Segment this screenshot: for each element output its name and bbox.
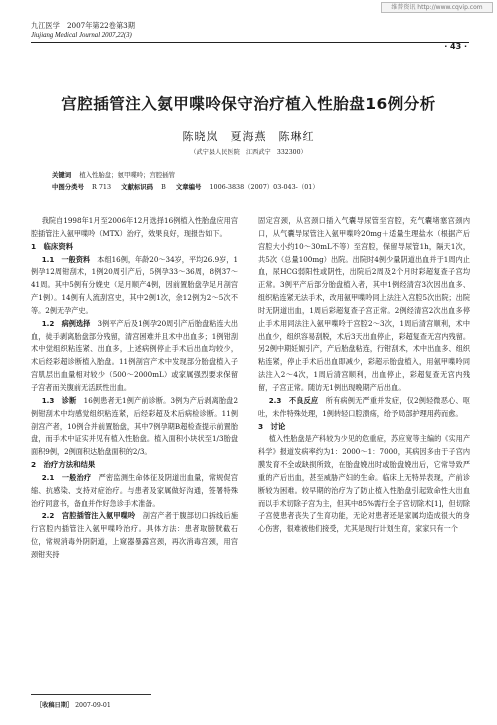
running-header [31, 21, 469, 51]
paragraph [31, 215, 238, 241]
paragraph-text: 本组16例，年龄20～34岁，平均26.9岁，1例孕12周钳刮术，1例20周引产后，5例孕33～36周，8例37～41周。其中5例有分娩史（足月顺产4例，因前置胎盘孕足月剖宫产1例）。14例有人流刮宫史，其中2例1次，余12例为2～5次不等。2例无孕产史。 [31, 254, 238, 315]
subsection-heading: 2.2 宫腔插管注入氨甲喋呤 [41, 511, 136, 521]
clc-value: R 713 [92, 183, 112, 191]
paragraph-text: 固定宫颈，从宫颈口插入气囊导尿管至宫腔，充气囊堵塞宫颈内口，从气囊导尿管注入氨甲喋呤20mg＋适量生理盐水（根据产后宫腔大小约10～30mL不等）至宫腔，保留导尿管1h，隔天1次，共5次（总量100mg）出院。出院时4例少量阴道出血并于1周内止血，尿HCG弱阳性或阴性，出院后2周及2个月时彩超复查子宫均正常。3例平产后部分胎盘植入者，其中1例经清宫3次因出血多、组织粘连紧无法手术，改用氨甲喋呤同上法注入宫腔5次出院；出院时无阴道出血，1周后彩超复查子宫正常。2例经清宫2次出血多停止手术用同法注入氨甲喋呤于宫腔2～3次，1周后清宫顺利，术中出血少，组织容易刮脱，术后3天出血停止，彩超复查无宫内残留。另2例中期妊娠引产，产后胎盘粘连，行钳刮术，术中出血多、组织粘连紧，停止手术后出血即减少，彩超示胎盘植入，用氨甲喋呤同法注入2～4次，1周后清宫顺利，出血停止，彩超复查无宫内残留，子宫正常。随访无1例出现晚期产后出血。 [258, 216, 470, 392]
paragraph [31, 510, 238, 561]
watermark: 维普资讯 http://www.cqvip.com [381, 2, 493, 13]
keywords-text: 植入性胎盘；氨甲喋呤；宫腔插管 [79, 171, 176, 179]
paragraph [31, 395, 238, 459]
paragraph [31, 254, 238, 318]
paragraph [31, 318, 238, 395]
keywords-line [52, 171, 175, 180]
affiliation: （武宁县人民医院 江西武宁 332300） [190, 149, 307, 156]
subsection-heading: 1.1 一般资料 [41, 254, 91, 264]
header-rule [31, 42, 469, 43]
paragraph-text: 严密监测生命体征及阴道出血量，常规促宫缩、抗感染、支持对症治疗。与患者及家属做好沟通，签署特殊治疗同意书，备血并作好急诊手术准备。 [31, 472, 238, 508]
paragraph-text: 我院自1998年1月至2006年12月选择16例植入性胎盘应用宫腔插管注入氨甲喋呤（MTX）治疗，效果良好，现报告如下。 [31, 216, 238, 238]
doc-code-label: 文献标识码 [121, 183, 154, 191]
paragraph-text: 3例平产后及1例孕20周引产后胎盘粘连大出血，徒手剥离胎盘部分残留，清宫困难并且术中出血多；1例钳刮术中觉组织粘连紧、出血多，上述病例停止手术后出血均较少，术后经彩超诊断植入胎盘。11例剖宫产术中发现部分胎盘植入子宫肌层出血量相对较少（500～2000mL）或家属强烈要求保留子宫者而关腹前无活跃性出血。 [31, 318, 238, 392]
body-column-right [258, 215, 470, 536]
received-label: ［收稿日期］ [36, 702, 74, 709]
received-value: 2007-09-01 [75, 702, 111, 709]
body-column-left [31, 215, 238, 562]
authors: 陈晓岚 夏海燕 陈琳红 [182, 130, 315, 143]
journal-name-en: Jiujiang Medical Journal 2007,22(3) [31, 32, 132, 39]
subsection-heading: 1.2 病例选择 [41, 318, 91, 328]
paragraph-text: 剖宫产者于腹部切口拆线后施行宫腔内插管注入氨甲喋呤治疗。具体方法：患者取膀胱截石位，常规消毒外阴阴道，上窥器暴露宫颈，再次消毒宫颈，用宫颈钳夹持 [31, 511, 238, 559]
journal-name-cn: 九江医学 2007年第22卷第3期 [31, 21, 135, 30]
paragraph [258, 433, 470, 536]
paragraph-text: 16例患者无1例产前诊断。3例为产后剥离胎盘2例钳刮术中均感觉组织粘连紧，后经彩超及术后病检诊断。11例剖宫产者，10例合并前置胎盘，其中7例孕期B超检查提示前置胎盘，而手术中证实并见有植入性胎盘。植入面积小块状至1/3胎盘面积9例，2例面积达胎盘面积的2/3。 [31, 395, 238, 457]
footnote-rule [31, 694, 151, 695]
doc-code-value: B [161, 183, 166, 191]
page-number: · 43 · [444, 42, 467, 51]
article-id-value: 1006-3838（2007）03-043-（01） [209, 183, 319, 191]
subsection-heading: 2.1 一般治疗 [41, 472, 92, 482]
section-heading: 3 讨论 [258, 421, 286, 431]
subsection-heading: 2.3 不良反应 [268, 395, 319, 405]
subsection-heading: 1.3 诊断 [41, 395, 77, 405]
keywords-label: 关键词 [52, 171, 72, 179]
received-date [36, 700, 111, 709]
paragraph-text: 植入性胎盘是产科较为少见的危重症，苏应宽等主编的《实用产科学》报道发病率约为1：2000～1：7000，其病因多由于子宫内膜发育不全或缺损所致，在胎盘娩出时或胎盘娩出后，它常导致严重的产后出血，甚至威胁产妇的生命。临床上无特异表现，产前诊断较为困难。较早期的治疗为了防止植入性胎盘引起致命性大出血而以手术切除子宫为主，但其中85%需行全子宫切除术[1]，但切除子宫使患者丧失了生育功能，无论对患者还是家属均造成很大的身心伤害，很难被他们接受，尤其是现行计划生育，家家只有一个 [258, 434, 470, 534]
section-heading: 2 治疗方法和结果 [31, 460, 96, 470]
paragraph [258, 395, 470, 421]
clc-label: 中图分类号 [52, 183, 84, 191]
section-heading: 1 临床资料 [31, 241, 74, 251]
article-id-label: 文章编号 [175, 183, 202, 191]
classification-line [52, 183, 319, 192]
paragraph [258, 215, 470, 395]
paragraph [31, 472, 238, 511]
article-title: 宫腔插管注入氨甲喋呤保守治疗植入性胎盘16例分析 [61, 95, 436, 113]
paragraph-text: 所有病例无严重并发症，仅2例轻微恶心、呕吐，未作特殊处理，1例转轻口腔溃疡，给予局部护理用药而愈。 [258, 395, 470, 418]
